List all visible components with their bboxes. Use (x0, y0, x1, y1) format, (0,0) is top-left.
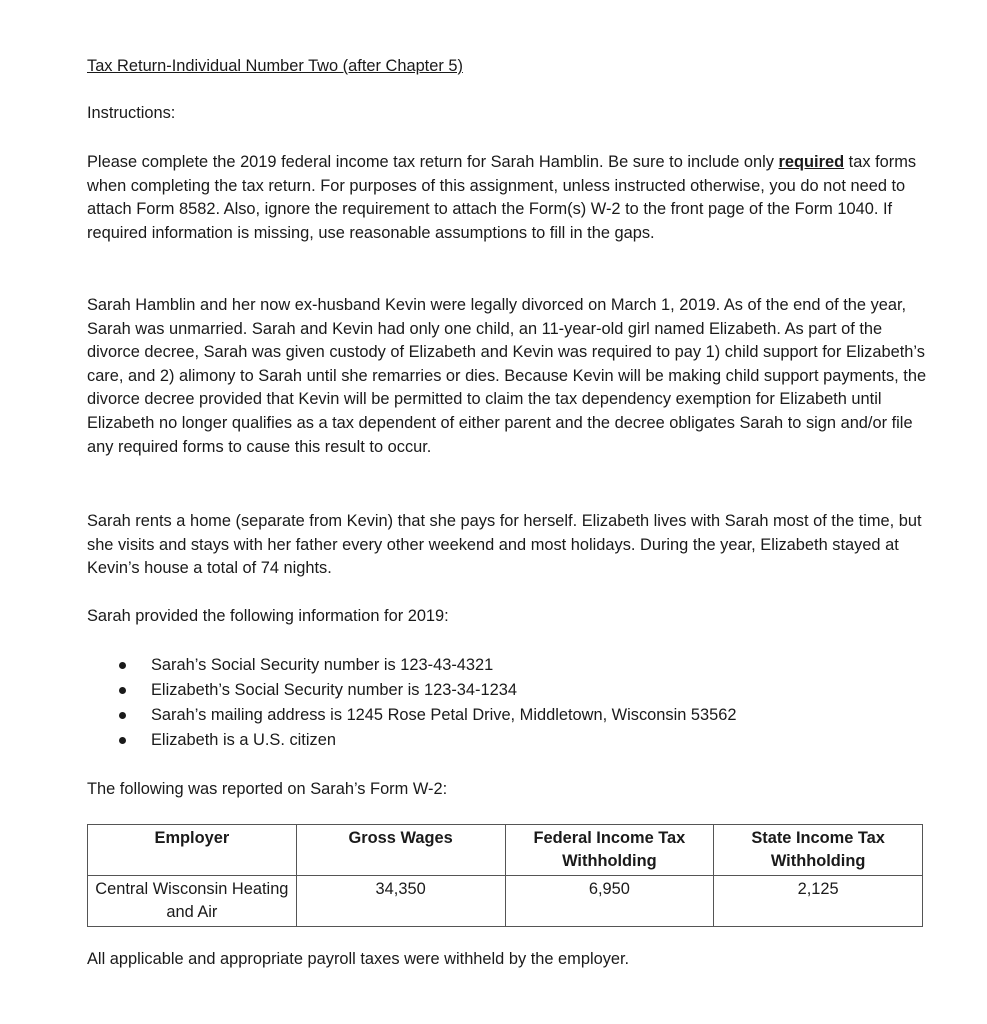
instructions-label: Instructions: (87, 104, 176, 122)
bullet-text: Sarah’s mailing address is 1245 Rose Petal Drive, Middletown, Wisconsin 53562 (151, 706, 737, 724)
bullet-icon (119, 662, 126, 669)
bullet-text: Elizabeth’s Social Security number is 123-34-1234 (151, 681, 517, 699)
bullet-text: Sarah’s Social Security number is 123-43-4321 (151, 656, 494, 674)
bullet-icon (119, 712, 126, 719)
list-item (87, 654, 737, 679)
list-item (87, 679, 737, 704)
list-item (87, 704, 737, 729)
header-federal-withholding: Federal Income Tax Withholding (505, 825, 714, 876)
divorce-paragraph: Sarah Hamblin and her now ex-husband Kevin were legally divorced on March 1, 2019. As of the end of the year, Sarah was unmarried. Sarah and Kevin had only one child, an 11-year-old girl named Elizabeth. As part of the divorce decree, Sarah was given custody of Elizabeth and Kevin was required to pay 1) child support for Elizabeth’s care, and 2) alimony to Sarah until she remarries or dies. Because Kevin will be making child support payments, the divorce decree provided that Kevin will be permitted to claim the tax dependency exemption for Elizabeth until Elizabeth no longer qualifies as a tax dependent of either parent and the decree obligates Sarah to sign and/or file any required forms to cause this result to occur. (87, 296, 927, 456)
table-header-row (88, 825, 923, 876)
list-item (87, 729, 737, 754)
footer-note: All applicable and appropriate payroll taxes were withheld by the employer. (87, 950, 630, 968)
cell-employer: Central Wisconsin Heating and Air (88, 876, 297, 927)
bullet-text: Elizabeth is a U.S. citizen (151, 731, 336, 749)
document-title: Tax Return-Individual Number Two (after Chapter 5) (87, 57, 463, 75)
header-employer: Employer (88, 825, 297, 876)
required-emphasis: required (778, 153, 845, 171)
residence-paragraph: Sarah rents a home (separate from Kevin) that she pays for herself. Elizabeth lives with Sarah most of the time, but she visits and stays with her father every other weekend and most holidays. During the year, Elizabeth stayed at Kevin’s house a total of 74 nights. (87, 512, 922, 578)
paragraph1-end: tax forms when completing the tax return. For purposes of this assignment, unless instructed otherwise, you do not need to attach Form 8582. Also, ignore the requirement to attach the Form(s) W-2 to the front page of the Form 1040. If required information is missing, use reasonable assumptions to fill in the gaps. (87, 153, 917, 242)
header-state-withholding: State Income Tax Withholding (714, 825, 923, 876)
cell-federal-withholding: 6,950 (505, 876, 714, 927)
bullet-icon (119, 687, 126, 694)
header-gross-wages: Gross Wages (296, 825, 505, 876)
table-row (88, 876, 923, 927)
cell-state-withholding: 2,125 (714, 876, 923, 927)
info-intro: Sarah provided the following information for 2019: (87, 607, 449, 625)
w2-intro: The following was reported on Sarah’s Form W-2: (87, 780, 448, 798)
cell-gross-wages: 34,350 (296, 876, 505, 927)
w2-table (87, 824, 923, 927)
info-bullet-list (87, 654, 737, 754)
instructions-paragraph (87, 151, 927, 245)
bullet-icon (119, 737, 126, 744)
paragraph1-start: Please complete the 2019 federal income tax return for Sarah Hamblin. Be sure to include only (87, 153, 779, 171)
